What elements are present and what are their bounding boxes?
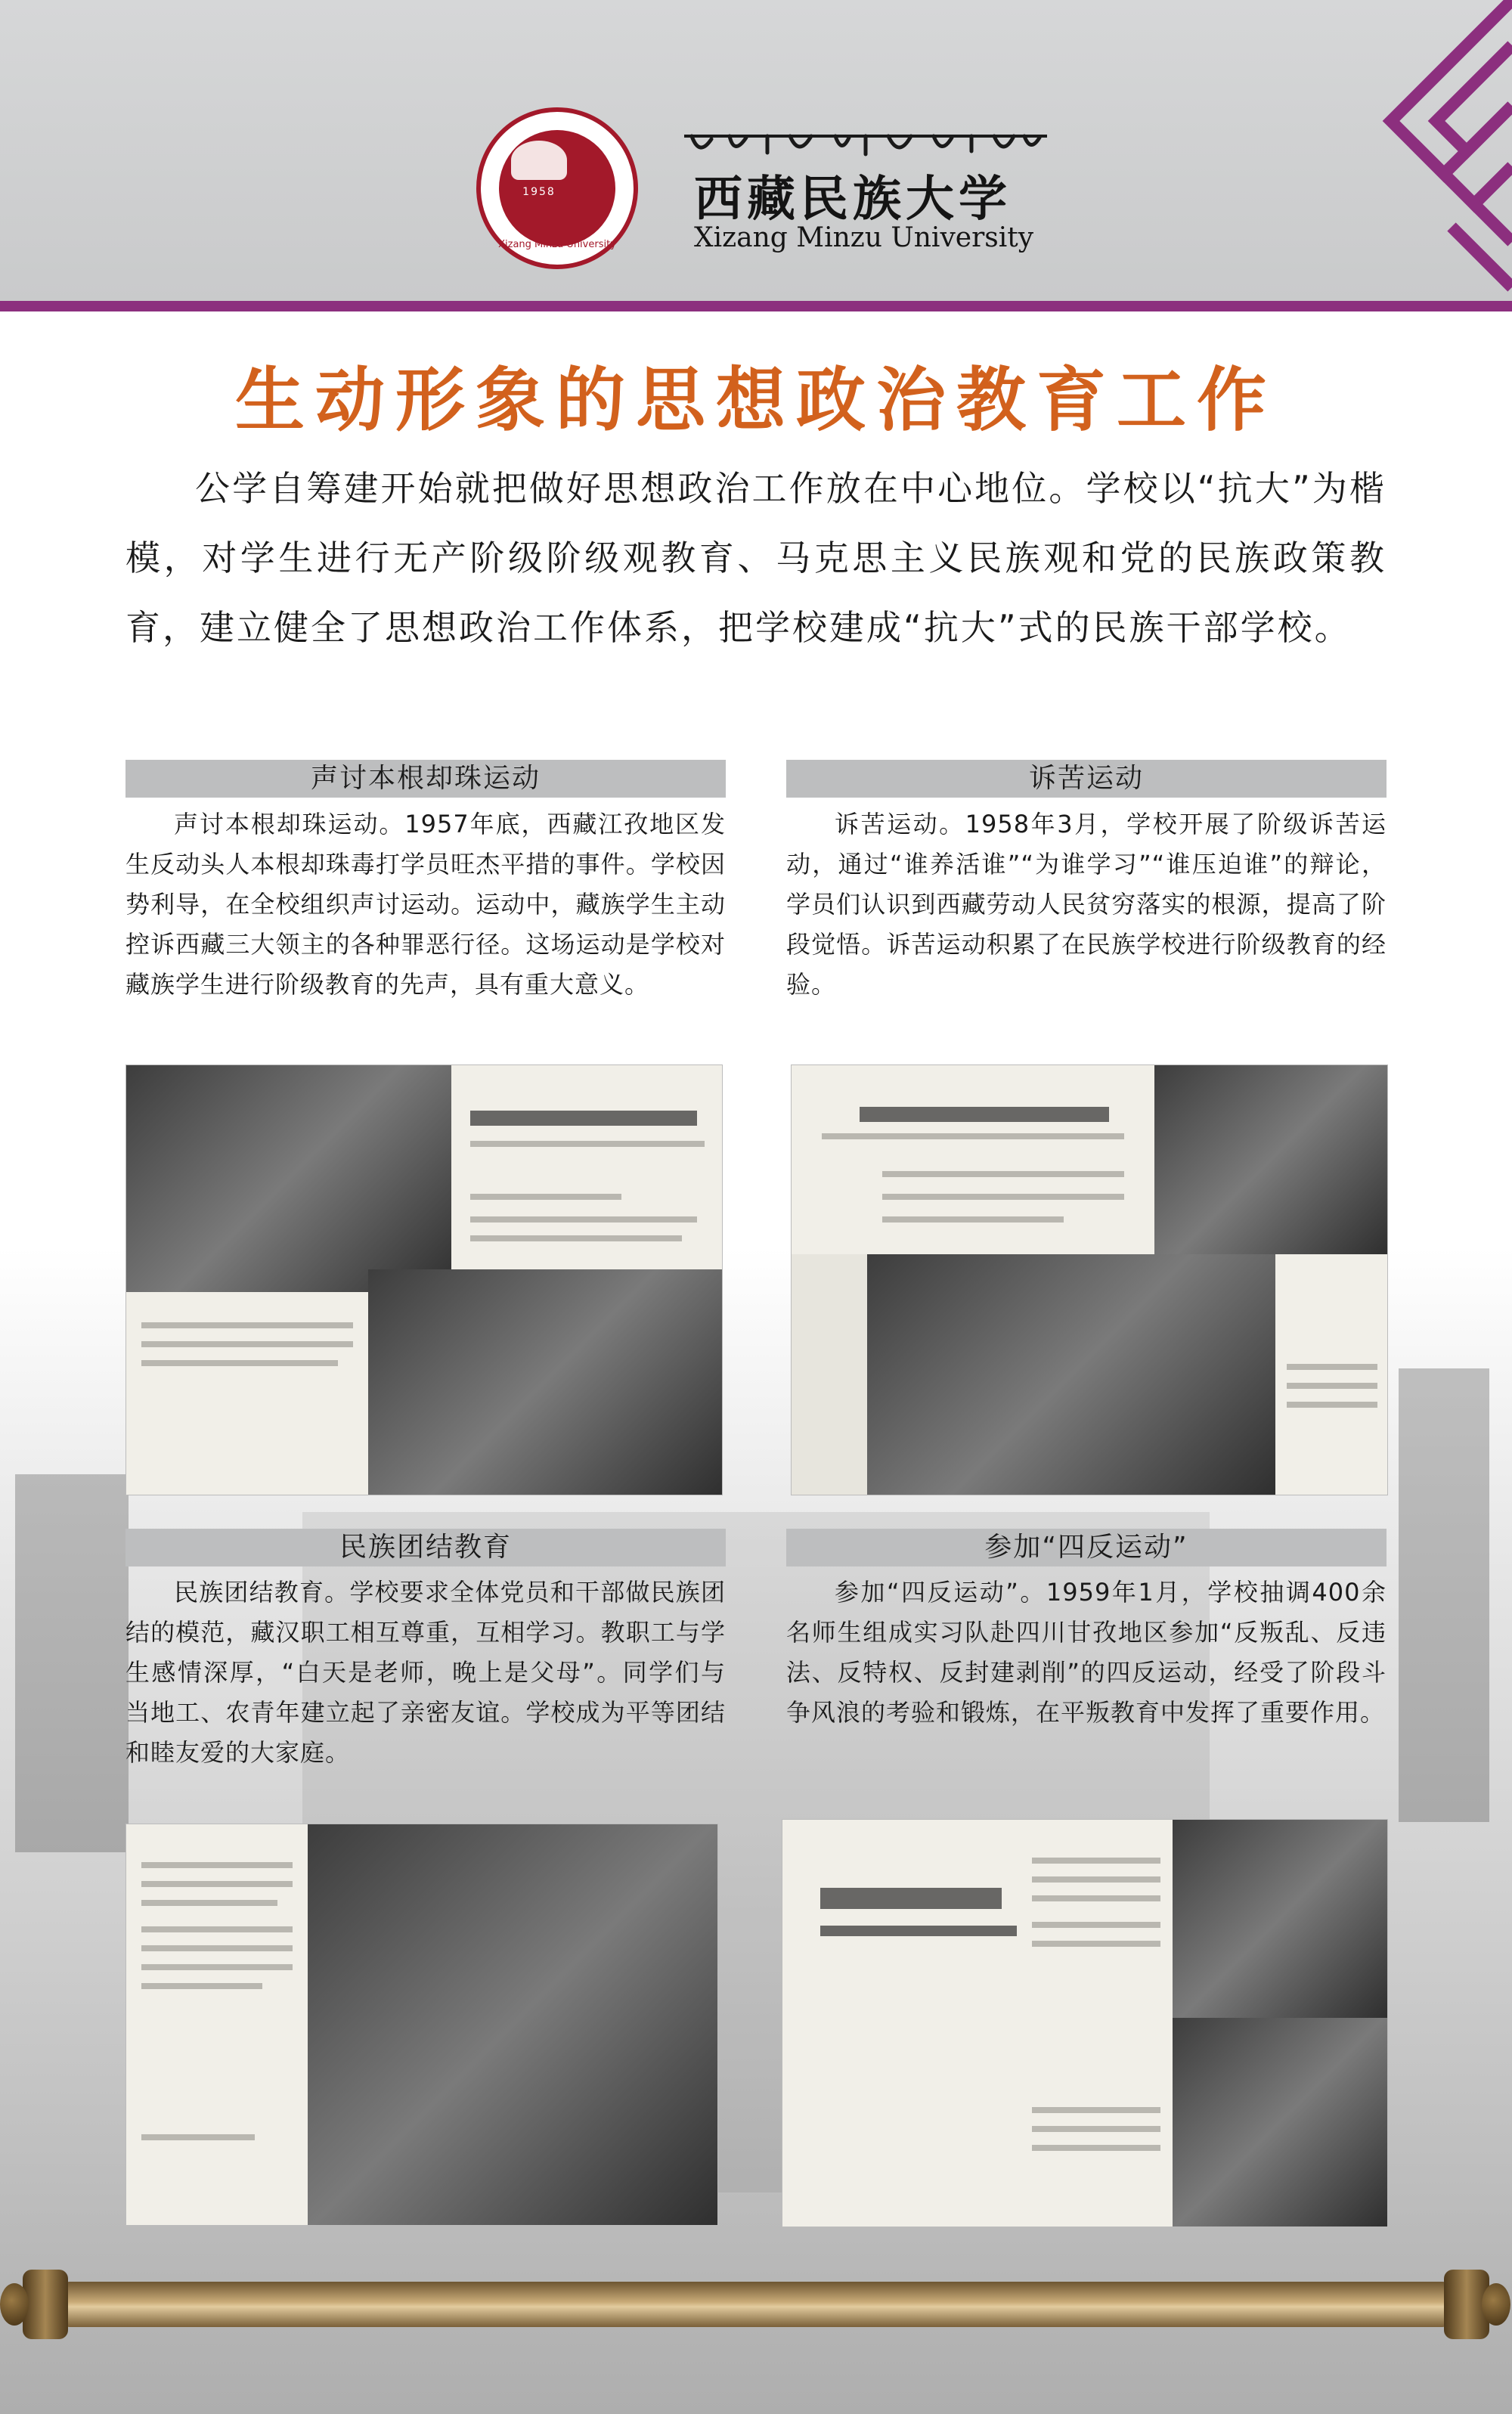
section-body-3: 民族团结教育。学校要求全体党员和干部做民族团结的模范，藏汉职工相互尊重，互相学习。教职工与学生感情深厚，“白天是老师，晚上是父母”。同学们与当地工、农青年建立起了亲密友谊。学校成为平等团结和睦友爱的大家庭。 (125, 1578, 726, 1767)
scroll-cap-left (23, 2270, 68, 2339)
archival-scan-2 (791, 1064, 1388, 1495)
university-name-cn: 西藏民族大学 (694, 171, 1012, 228)
archival-scan-3 (125, 1824, 718, 2226)
archival-scan-1 (125, 1064, 723, 1495)
university-emblem-icon (476, 107, 638, 269)
university-name-en: Xizang Minzu University (694, 222, 1034, 253)
scroll-knob-right (1482, 2283, 1510, 2326)
tibetan-script-logo (684, 126, 1047, 160)
section-body-4: 参加“四反运动”。1959年1月，学校抽调400余名师生组成实习队赴四川甘孜地区参加“反叛乱、反违法、反特权、反封建剥削”的四反运动，经受了阶段斗争风浪的考验和锻炼，在平叛教育中发挥了重要作用。 (786, 1578, 1387, 1727)
header-rule (0, 301, 1512, 311)
section-heading-3: 民族团结教育 (125, 1529, 726, 1566)
section-body-2: 诉苦运动。1958年3月，学校开展了阶级诉苦运动，通过“谁养活谁”“为谁学习”“谁压迫谁”的辩论，学员们认识到西藏劳动人民贫穷落实的根源，提高了阶段觉悟。诉苦运动积累了在民族学校进行阶级教育的经验。 (786, 810, 1387, 999)
emblem-year: 1958 (522, 186, 556, 198)
intro-paragraph: 公学自筹建开始就把做好思想政治工作放在中心地位。学校以“抗大”为楷模，对学生进行无产阶级阶级观教育、马克思主义民族观和党的民族政策教育，建立健全了思想政治工作体系，把学校建成“抗大”式的民族干部学校。 (125, 468, 1387, 648)
section-heading-1: 声讨本根却珠运动 (125, 760, 726, 798)
archival-scan-4 (782, 1819, 1388, 2227)
section-body-1: 声讨本根却珠运动。1957年底，西藏江孜地区发生反动头人本根却珠毒打学员旺杰平措的事件。学校因势利导，在全校组织声讨运动。运动中，藏族学生主动控诉西藏三大领主的各种罪恶行径。这场运动是学校对藏族学生进行阶级教育的先声，具有重大意义。 (125, 810, 726, 999)
page-title: 生动形象的思想政治教育工作 (234, 360, 1277, 441)
scroll-knob-left (0, 2283, 29, 2326)
endless-knot-icon (1361, 0, 1512, 310)
section-heading-2: 诉苦运动 (786, 760, 1387, 798)
emblem-lotus (511, 141, 567, 180)
scroll-rod-icon (59, 2282, 1453, 2327)
header-band (0, 0, 1512, 301)
emblem-text: Xizang Minzu University (498, 239, 616, 250)
section-heading-4: 参加“四反运动” (786, 1529, 1387, 1566)
